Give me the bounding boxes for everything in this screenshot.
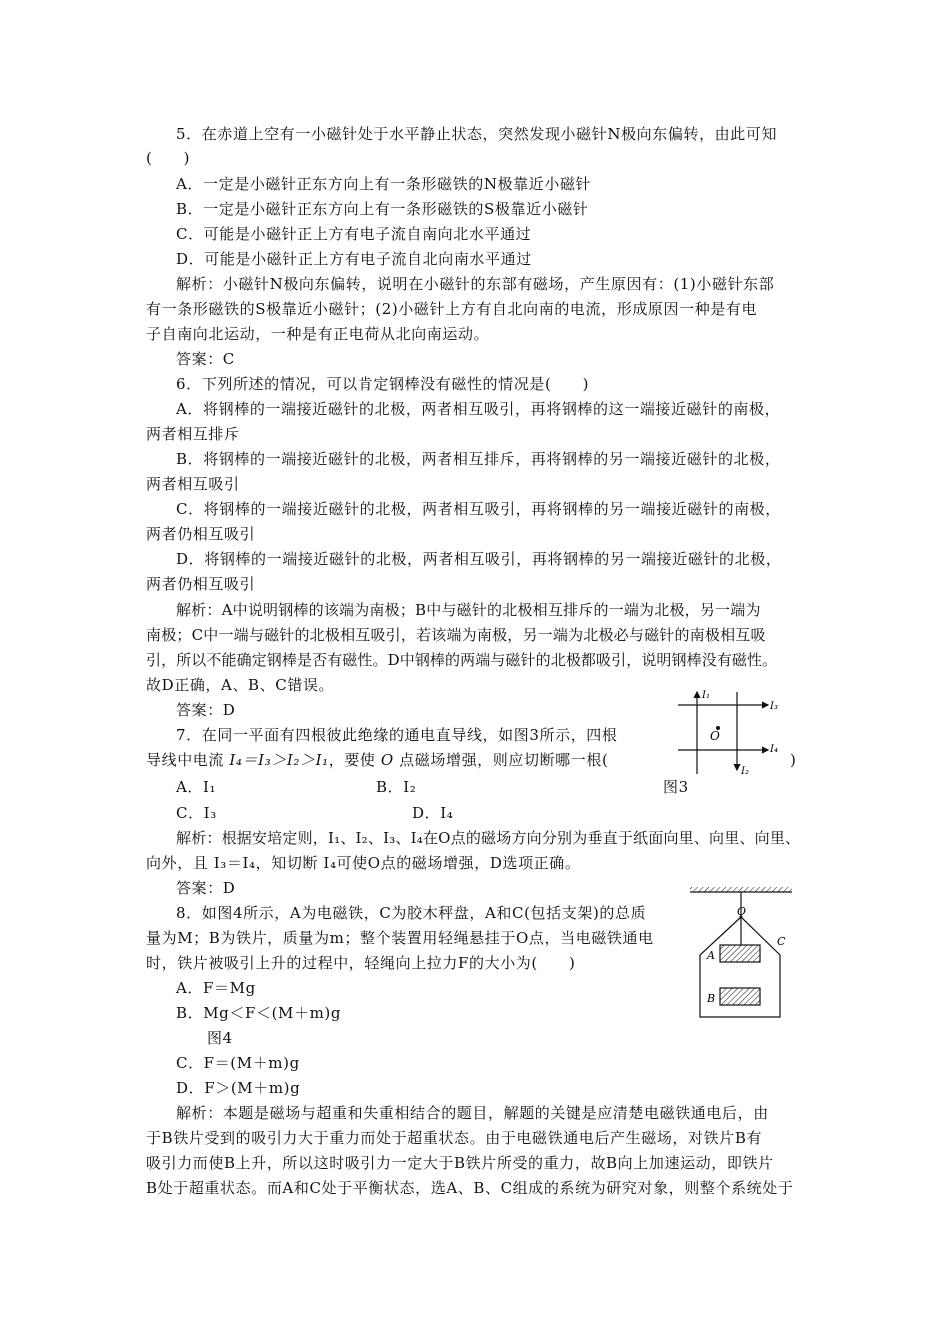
q7-stem-suffix: 点磁场增强，则应切断哪一根(: [393, 751, 609, 769]
label-c: C: [777, 935, 786, 948]
q7-stem-prefix: 导线中电流: [146, 751, 230, 769]
q7-current-relation: I₄＝I₃＞I₂＞I₁: [229, 751, 329, 769]
q5-explanation-line3: 子自南向北运动，一种是有正电荷从北向南运动。: [146, 325, 490, 343]
q5-option-a: A．一定是小磁针正东方向上有一条形磁铁的N极靠近小磁针: [176, 175, 592, 193]
iron-plate-b: [720, 988, 760, 1005]
electromagnet-a: [720, 945, 760, 962]
q7-option-b: B．I₂: [376, 778, 417, 796]
q6-option-b-line1: B．将钢棒的一端接近磁针的北极，两者相互排斥，再将钢棒的另一端接近磁针的北极，: [176, 450, 781, 468]
q8-explanation-line2: 于B铁片受到的吸引力大于重力而处于超重状态。由于电磁铁通电后产生磁场，对铁片B有: [146, 1129, 763, 1147]
q7-option-a: A．I₁: [176, 778, 217, 796]
q8-stem-line2: 量为M；B为铁片，质量为m；整个装置用轻绳悬挂于O点，当电磁铁通电: [146, 929, 654, 947]
label-o: O: [710, 729, 720, 743]
q8-explanation-line3: 吸引力而使B上升，所以这时吸引力一定大于B铁片所受的重力，故B向上加速运动，即铁片: [146, 1154, 774, 1172]
q6-answer: 答案：D: [176, 701, 236, 719]
q6-stem: 6．下列所述的情况，可以肯定钢棒没有磁性的情况是( ): [176, 375, 590, 393]
q5-stem-line2: ( ): [146, 149, 191, 167]
q6-option-a-line2: 两者相互排斥: [146, 425, 240, 443]
q5-option-b: B．一定是小磁针正东方向上有一条形磁铁的S极靠近小磁针: [176, 200, 589, 218]
q5-stem-line1: 5．在赤道上空有一小磁针处于水平静止状态，突然发现小磁针N极向东偏转，由此可知: [176, 125, 778, 143]
q5-answer: 答案：C: [176, 350, 235, 368]
label-i1: I₁: [702, 690, 710, 701]
q5-explanation-line1: 解析：小磁针N极向东偏转，说明在小磁针的东部有磁场，产生原因有：(1)小磁针东部: [176, 275, 775, 293]
figure3-wires-diagram: [672, 688, 792, 778]
q6-option-d-line2: 两者仍相互吸引: [146, 575, 256, 593]
q8-option-a: A．F＝Mg: [176, 979, 256, 997]
q7-explanation-line2: 向外，且 I₃＝I₄，知切断 I₄可使O点的磁场增强，D选项正确。: [146, 854, 581, 872]
q6-explanation-line3: 引，所以不能确定钢棒是否有磁性。D中钢棒的两端与磁针的北极都吸引，说明钢棒没有磁性。: [146, 651, 778, 669]
q5-option-c: C．可能是小磁针正上方有电子流自南向北水平通过: [176, 225, 532, 243]
q6-option-d-line1: D．将钢棒的一端接近磁针的北极，两者相互吸引，再将钢棒的另一端接近磁针的北极，: [176, 550, 782, 568]
q6-option-c-line1: C．将钢棒的一端接近磁针的北极，两者相互吸引，再将钢棒的另一端接近磁针的南极，: [176, 500, 781, 518]
q7-explanation-line1: 解析：根据安培定则，I₁、I₂、I₃、I₄在O点的磁场方向分别为垂直于纸面向里、向里、向里、: [176, 829, 801, 847]
q7-stem-middle: ，要使: [328, 751, 381, 769]
q7-option-c: C．I₃: [176, 804, 217, 822]
q6-explanation-line4: 故D正确，A、B、C错误。: [146, 676, 335, 694]
q7-option-d: D．I₄: [412, 804, 454, 822]
q8-stem-line3: 时，铁片被吸引上升的过程中，轻绳向上拉力F的大小为( ): [146, 954, 576, 972]
label-b: B: [707, 992, 716, 1005]
label-i3: I₃: [770, 701, 778, 712]
q6-option-a-line1: A．将钢棒的一端接近磁针的北极，两者相互吸引，再将钢棒的这一端接近磁针的南极，: [176, 400, 781, 418]
q5-option-d: D．可能是小磁针正上方有电子流自北向南水平通过: [176, 250, 532, 268]
q8-explanation-line4: B处于超重状态。而A和C处于平衡状态，选A、B、C组成的系统为研究对象，则整个系统处于: [146, 1179, 794, 1197]
q6-explanation-line1: 解析：A中说明钢棒的该端为南极；B中与磁针的北极相互排斥的一端为北极，另一端为: [176, 601, 761, 619]
q6-explanation-line2: 南极；C中一端与磁针的北极相互吸引，若该端为南极，另一端为北极必与磁针的南极相互吸: [146, 626, 766, 644]
label-i2: I₂: [741, 766, 749, 777]
q6-option-c-line2: 两者仍相互吸引: [146, 525, 256, 543]
label-i4: I₄: [770, 744, 778, 755]
q7-stem-close-paren: ): [790, 751, 797, 769]
figure4-caption: 图4: [207, 1029, 233, 1047]
q8-explanation-line1: 解析：本题是磁场与超重和失重相结合的题目，解题的关键是应清楚电磁铁通电后，由: [176, 1104, 769, 1122]
q7-stem-line1: 7．在同一平面有四根彼此绝缘的通电直导线，如图3所示，四根: [176, 726, 618, 744]
figure3-caption: 图3: [663, 778, 689, 796]
label-a: A: [707, 949, 715, 962]
q8-option-d: D．F＞(M＋m)g: [176, 1079, 301, 1097]
q8-option-b: B．Mg＜F＜(M＋m)g: [176, 1004, 342, 1022]
q7-answer: 答案：D: [176, 879, 236, 897]
q8-option-c: C．F＝(M＋m)g: [176, 1054, 300, 1072]
ceiling-hatch: [690, 887, 792, 892]
figure4-electromagnet-diagram: [688, 885, 798, 1021]
q6-option-b-line2: 两者相互吸引: [146, 475, 240, 493]
q7-stem-line2: [146, 750, 608, 770]
q7-point-o: O: [380, 751, 394, 769]
label-o: O: [737, 905, 747, 918]
q8-stem-line1: 8．如图4所示，A为电磁铁，C为胶木秤盘，A和C(包括支架)的总质: [176, 904, 647, 922]
q5-explanation-line2: 有一条形磁铁的S极靠近小磁针；(2)小磁针上方有自北向南的电流，形成原因一种是有电: [146, 300, 758, 318]
